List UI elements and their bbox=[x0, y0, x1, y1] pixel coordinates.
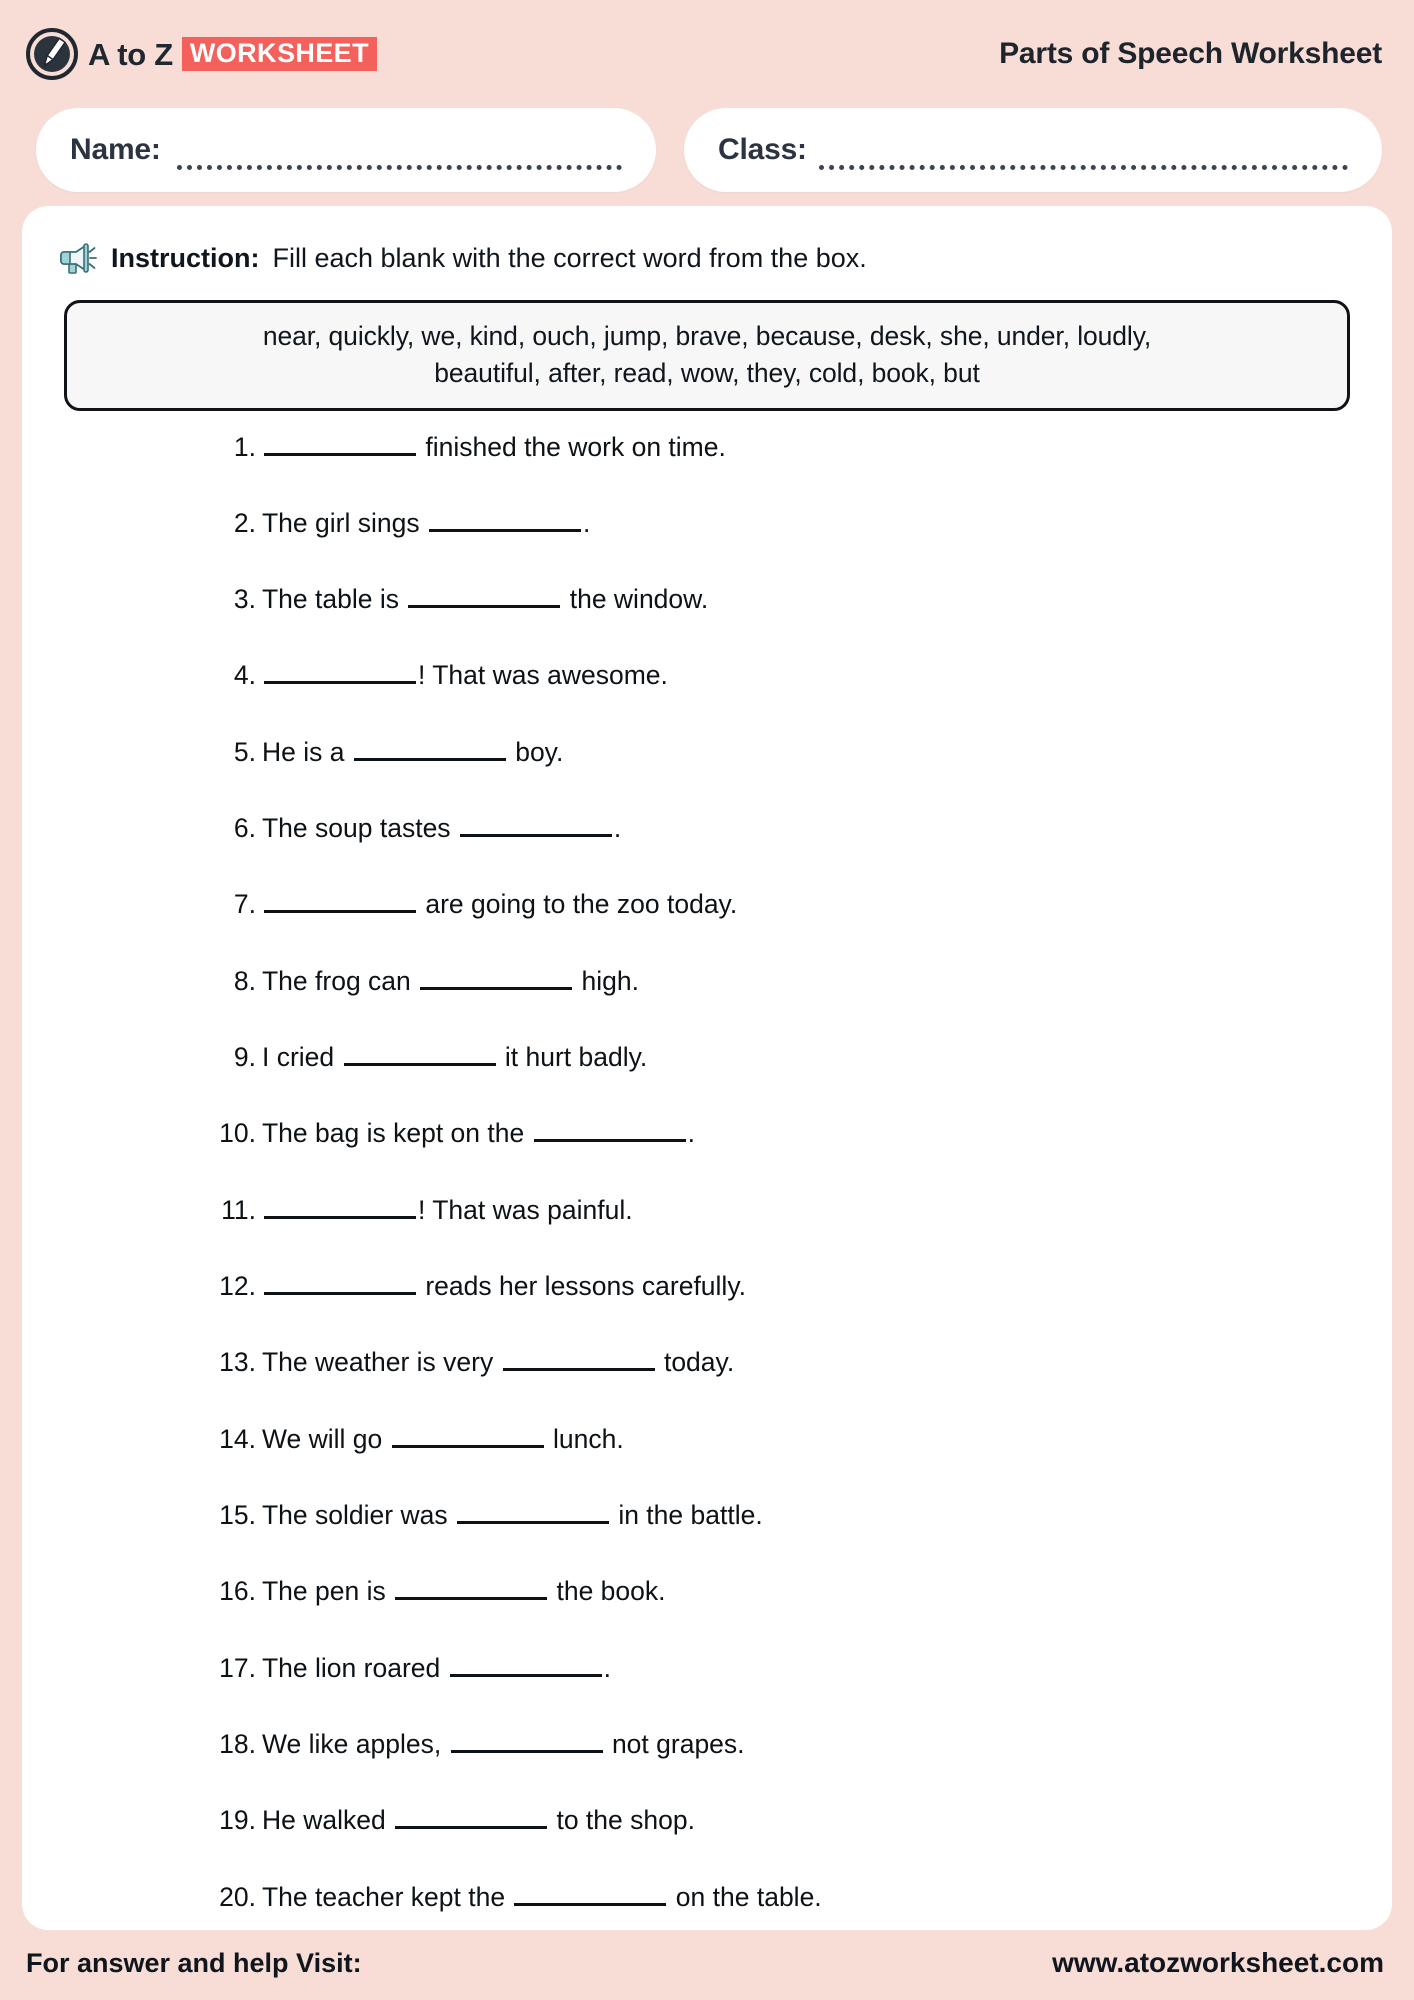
pencil-in-circle-icon bbox=[26, 28, 78, 80]
word-bank-box bbox=[64, 300, 1350, 411]
question-text-after: . bbox=[603, 1652, 611, 1683]
question-text-after: on the table. bbox=[668, 1881, 822, 1912]
question-text-after: ! That was painful. bbox=[418, 1194, 633, 1225]
instruction-text: Fill each blank with the correct word from the box. bbox=[272, 242, 867, 273]
question-text-before: The weather is very bbox=[262, 1347, 501, 1378]
answer-blank[interactable] bbox=[264, 431, 416, 455]
class-field[interactable] bbox=[684, 108, 1382, 192]
question-text-before: The table is bbox=[262, 584, 407, 615]
question-number: 11. bbox=[221, 1194, 256, 1225]
question-number: 2. bbox=[233, 507, 256, 538]
question-item bbox=[58, 965, 1356, 996]
class-label: Class: bbox=[718, 133, 807, 166]
question-number: 10. bbox=[219, 1118, 256, 1149]
question-text-before: The soldier was bbox=[262, 1500, 455, 1531]
question-text-after: ! That was awesome. bbox=[418, 660, 668, 691]
question-number: 16. bbox=[219, 1576, 256, 1607]
question-item bbox=[58, 507, 1356, 538]
question-item bbox=[58, 1576, 1356, 1607]
question-text-before: The girl sings bbox=[262, 507, 427, 538]
name-input-line[interactable] bbox=[177, 148, 622, 170]
question-number: 7. bbox=[233, 889, 256, 920]
answer-blank[interactable] bbox=[457, 1500, 609, 1524]
question-text-before: I cried bbox=[262, 1042, 342, 1073]
answer-blank[interactable] bbox=[264, 1271, 416, 1295]
question-number: 1. bbox=[233, 431, 256, 462]
question-number: 17. bbox=[219, 1652, 256, 1683]
question-text-before: We like apples, bbox=[262, 1729, 449, 1760]
question-text-before: The teacher kept the bbox=[262, 1881, 513, 1912]
answer-blank[interactable] bbox=[264, 1194, 416, 1218]
question-item bbox=[58, 584, 1356, 615]
question-number: 13. bbox=[219, 1347, 256, 1378]
answer-blank[interactable] bbox=[450, 1652, 602, 1676]
question-item bbox=[58, 1194, 1356, 1225]
question-text-before: He walked bbox=[262, 1805, 394, 1836]
question-item bbox=[58, 1805, 1356, 1836]
instruction-row bbox=[58, 238, 1356, 278]
question-text-after: it hurt badly. bbox=[497, 1042, 648, 1073]
question-text-after: finished the work on time. bbox=[418, 431, 726, 462]
question-item bbox=[58, 1271, 1356, 1302]
word-bank-line-2: beautiful, after, read, wow, they, cold, book, but bbox=[434, 357, 980, 388]
answer-blank[interactable] bbox=[344, 1042, 496, 1066]
footer-website: www.atozworksheet.com bbox=[1052, 1947, 1384, 1978]
question-text-after: to the shop. bbox=[549, 1805, 695, 1836]
question-text-after: are going to the zoo today. bbox=[418, 889, 738, 920]
question-text-after: high. bbox=[574, 965, 639, 996]
question-number: 18. bbox=[219, 1729, 256, 1760]
page-footer bbox=[0, 1930, 1414, 2000]
question-item bbox=[58, 813, 1356, 844]
question-item bbox=[58, 1347, 1356, 1378]
question-text-after: the book. bbox=[549, 1576, 666, 1607]
brand-name: A to Z bbox=[88, 36, 173, 72]
question-text-before: The pen is bbox=[262, 1576, 394, 1607]
answer-blank[interactable] bbox=[460, 813, 612, 837]
answer-blank[interactable] bbox=[264, 660, 416, 684]
answer-blank[interactable] bbox=[264, 889, 416, 913]
question-number: 20. bbox=[219, 1881, 256, 1912]
question-text-before: We will go bbox=[262, 1423, 390, 1454]
question-item bbox=[58, 1042, 1356, 1073]
question-text-before: The frog can bbox=[262, 965, 419, 996]
class-input-line[interactable] bbox=[819, 148, 1348, 170]
question-number: 5. bbox=[233, 736, 256, 767]
answer-blank[interactable] bbox=[392, 1423, 544, 1447]
question-text-after: . bbox=[613, 813, 622, 844]
question-number: 3. bbox=[233, 584, 256, 615]
question-text-after: today. bbox=[656, 1347, 735, 1378]
question-item bbox=[58, 431, 1356, 462]
answer-blank[interactable] bbox=[503, 1347, 655, 1371]
question-number: 19. bbox=[219, 1805, 256, 1836]
question-text-before: The lion roared bbox=[262, 1652, 448, 1683]
answer-blank[interactable] bbox=[514, 1881, 666, 1905]
question-text-after: not grapes. bbox=[604, 1729, 745, 1760]
question-item bbox=[58, 736, 1356, 767]
question-text-after: in the battle. bbox=[610, 1500, 763, 1531]
question-item bbox=[58, 1118, 1356, 1149]
question-number: 4. bbox=[233, 660, 256, 691]
question-item bbox=[58, 660, 1356, 691]
page-header bbox=[0, 0, 1414, 108]
question-item bbox=[58, 1423, 1356, 1454]
student-info-row bbox=[0, 108, 1414, 192]
word-bank-line-1: near, quickly, we, kind, ouch, jump, brave, because, desk, she, under, loudly, bbox=[262, 321, 1152, 351]
question-text-after: . bbox=[582, 507, 591, 538]
question-text-after: boy. bbox=[507, 736, 564, 767]
answer-blank[interactable] bbox=[395, 1576, 547, 1600]
question-text-after: . bbox=[687, 1118, 695, 1149]
question-number: 9. bbox=[233, 1042, 256, 1073]
question-text-before: The soup tastes bbox=[262, 813, 458, 844]
question-text-before: The bag is kept on the bbox=[262, 1118, 532, 1149]
question-text-after: the window. bbox=[562, 584, 709, 615]
question-text-after: lunch. bbox=[545, 1423, 624, 1454]
question-item bbox=[58, 889, 1356, 920]
answer-blank[interactable] bbox=[420, 965, 572, 989]
answer-blank[interactable] bbox=[354, 736, 506, 760]
answer-blank[interactable] bbox=[451, 1729, 603, 1753]
question-number: 6. bbox=[233, 813, 256, 844]
question-item bbox=[58, 1652, 1356, 1683]
name-label: Name: bbox=[70, 133, 161, 166]
brand-badge: WORKSHEET bbox=[182, 37, 377, 71]
instruction-label: Instruction: bbox=[111, 242, 260, 273]
answer-blank[interactable] bbox=[395, 1805, 547, 1829]
answer-blank[interactable] bbox=[429, 507, 581, 531]
name-field[interactable] bbox=[36, 108, 656, 192]
question-item bbox=[58, 1500, 1356, 1531]
question-text-after: reads her lessons carefully. bbox=[418, 1271, 746, 1302]
question-text-before: He is a bbox=[262, 736, 352, 767]
question-item bbox=[58, 1881, 1356, 1912]
question-number: 14. bbox=[219, 1423, 256, 1454]
worksheet-body bbox=[22, 206, 1392, 1930]
question-item bbox=[58, 1729, 1356, 1760]
footer-help-text: For answer and help Visit: bbox=[26, 1947, 362, 1978]
question-number: 12. bbox=[219, 1271, 256, 1302]
question-number: 8. bbox=[233, 965, 256, 996]
question-list bbox=[58, 425, 1356, 1912]
page-title: Parts of Speech Worksheet bbox=[999, 37, 1382, 70]
megaphone-icon bbox=[58, 238, 98, 278]
brand-logo bbox=[26, 28, 377, 80]
answer-blank[interactable] bbox=[408, 584, 560, 608]
answer-blank[interactable] bbox=[534, 1118, 686, 1142]
question-number: 15. bbox=[219, 1500, 256, 1531]
